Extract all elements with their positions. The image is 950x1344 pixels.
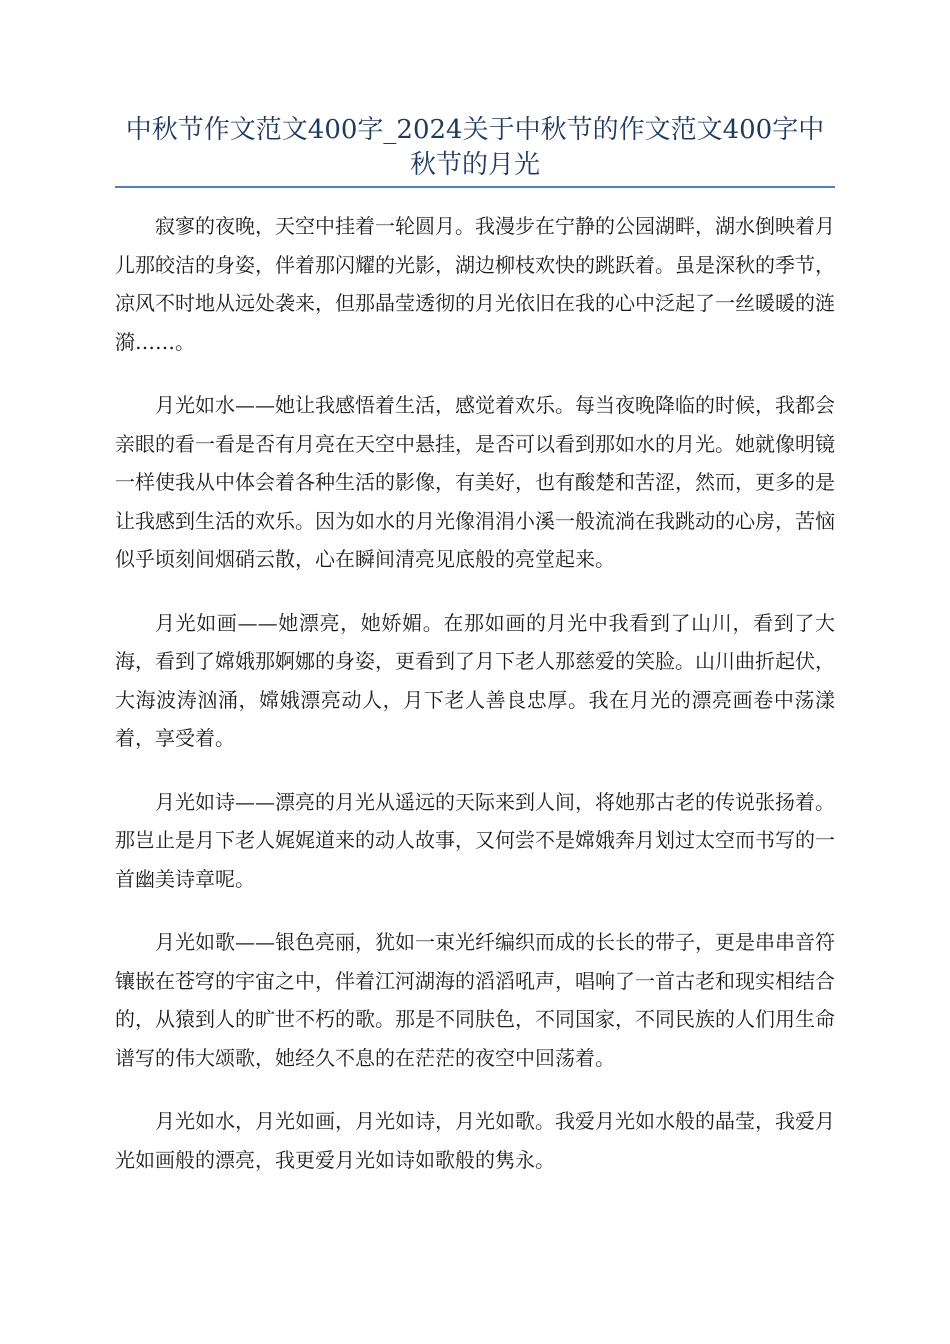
paragraph-moonlight-like-water: 月光如水——她让我感悟着生活，感觉着欢乐。每当夜晚降临的时候，我都会亲眼的看一看是否有月亮在天空中悬挂，是否可以看到那如水的月光。她就像明镜一样使我从中体会着各种生活的影像，有美好，也有酸楚和苦涩，然而，更多的是让我感到生活的欢乐。因为如水的月光像涓涓小溪一般流淌在我跳动的心房，苦恼似乎顷刻间烟硝云散，心在瞬间清亮见底般的亮堂起来。 — [115, 393, 835, 571]
paragraph-moonlight-like-painting: 月光如画——她漂亮，她娇媚。在那如画的月光中我看到了山川，看到了大海，看到了嫦娥那婀娜的身姿，更看到了月下老人那慈爱的笑脸。山川曲折起伏，大海波涛汹涌，嫦娥漂亮动人，月下老人善良忠厚。我在月光的漂亮画卷中荡漾着，享受着。 — [115, 610, 835, 750]
paragraph-moonlight-like-poem: 月光如诗——漂亮的月光从遥远的天际来到人间，将她那古老的传说张扬着。那岂止是月下老人娓娓道来的动人故事，又何尝不是嫦娥奔月划过太空而书写的一首幽美诗章呢。 — [115, 789, 835, 891]
title-underline — [115, 186, 835, 188]
document-body — [115, 207, 835, 1204]
paragraph-conclusion: 月光如水，月光如画，月光如诗，月光如歌。我爱月光如水般的晶莹，我爱月光如画般的漂亮，我更爱月光如诗如歌般的隽永。 — [115, 1109, 835, 1172]
paragraph-intro: 寂寥的夜晚，天空中挂着一轮圆月。我漫步在宁静的公园湖畔，湖水倒映着月儿那皎洁的身姿，伴着那闪耀的光影，湖边柳枝欢快的跳跃着。虽是深秋的季节，凉风不时地从远处袭来，但那晶莹透彻的月光依旧在我的心中泛起了一丝暖暖的涟漪……。 — [115, 214, 835, 354]
paragraph-moonlight-like-song: 月光如歌——银色亮丽，犹如一束光纤编织而成的长长的带子，更是串串音符镶嵌在苍穹的宇宙之中，伴着江河湖海的滔滔吼声，唱响了一首古老和现实相结合的，从猿到人的旷世不朽的歌。那是不同肤色，不同国家，不同民族的人们用生命谱写的伟大颂歌，她经久不息的在茫茫的夜空中回荡着。 — [115, 930, 835, 1070]
document-title: 中秋节作文范文400字_2024关于中秋节的作文范文400字中秋节的月光 — [125, 115, 825, 180]
